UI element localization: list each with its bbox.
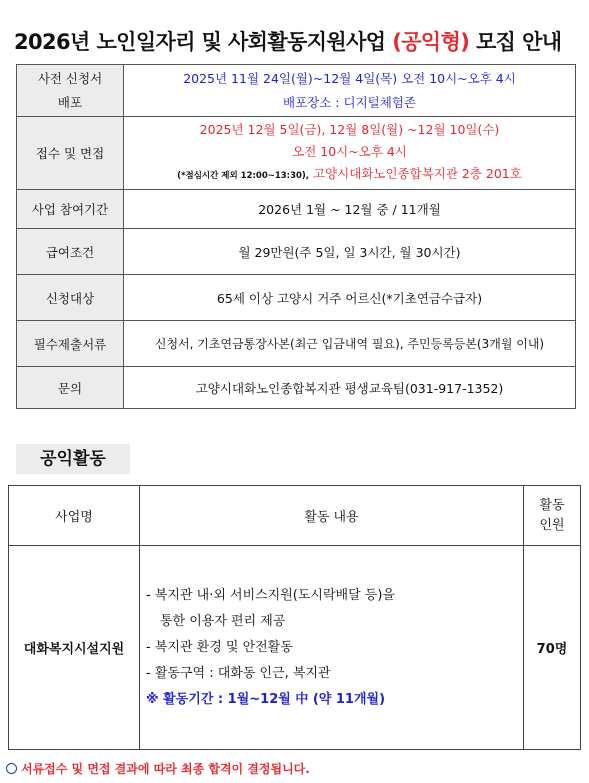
note-text: (*점심시간 제외 12:00~13:30), [177,171,310,181]
content-line: - 활동구역 : 대화동 인근, 복지관 [146,665,331,681]
row-label: 필수제출서류 [17,321,124,367]
footer-text: 서류접수 및 면접 결과에 따라 최종 합격이 결정됩니다. [21,762,310,776]
row-value: 65세 이상 고양시 거주 어르신(*기초연금수급자) [124,275,576,321]
header-count-line: 활동 [539,497,565,513]
activity-count: 70명 [524,546,581,750]
value-line [128,163,571,187]
row-value: 신청서, 기초연금통장사본(최근 입금내역 필요), 주민등록등본(3개월 이내) [124,321,576,367]
value-line: 2025년 11월 24일(월)~12월 4일(목) 오전 10시~오후 4시 [183,70,516,86]
table-row [17,275,576,321]
row-label: 사업 참여기간 [17,190,124,229]
activity-period: ※ 활동기간 : 1월~12월 中 (약 11개월) [146,691,386,707]
header-count-line: 인원 [539,517,565,533]
title-main: 2026년 노인일자리 및 사회활동지원사업 [14,30,386,54]
header-count [524,486,581,546]
content-line: 통한 이용자 편리 제공 [160,613,286,629]
table-header-row [9,486,581,546]
table-row [9,546,581,750]
page-title [14,26,561,56]
content-line: - 복지관 환경 및 안전활동 [146,639,293,655]
table-row [17,321,576,367]
activity-content [140,546,524,750]
place-text: 고양시대화노인종합복지관 2층 201호 [313,166,522,181]
table-row [17,190,576,229]
row-label [17,65,124,117]
row-value: 월 29만원(주 5일, 일 3시간, 월 30시간) [124,229,576,275]
table-row [17,367,576,409]
title-suffix: 모집 안내 [475,30,562,54]
table-row [17,117,576,190]
table-row [17,229,576,275]
footer-note [6,760,310,777]
activity-table [8,485,581,750]
row-label: 급여조건 [17,229,124,275]
row-label: 접수 및 면접 [17,117,124,190]
info-table [16,64,576,409]
header-content: 활동 내용 [140,486,524,546]
header-name: 사업명 [9,486,140,546]
value-line: 오전 10시~오후 4시 [292,144,407,159]
row-value: 2026년 1월 ~ 12월 중 / 11개월 [124,190,576,229]
row-value: 고양시대화노인종합복지관 평생교육팀(031-917-1352) [124,367,576,409]
row-value [124,117,576,190]
value-line: 2025년 12월 5일(금), 12월 8일(월) ~12월 10일(수) [199,122,500,137]
section-title: 공익활동 [16,444,130,474]
content-line: - 복지관 내·외 서비스지원(도시락배달 등)을 [146,587,395,603]
row-label: 문의 [17,367,124,409]
value-line: 배포장소 : 디지털체험존 [283,94,416,110]
label-line: 사전 신청서 [37,70,103,86]
activity-name: 대화복지시설지원 [9,546,140,750]
row-value [124,65,576,117]
row-label: 신청대상 [17,275,124,321]
table-row [17,65,576,117]
title-highlight: (공익형) [392,30,470,54]
circle-icon [6,763,17,774]
label-line: 배포 [57,94,83,110]
